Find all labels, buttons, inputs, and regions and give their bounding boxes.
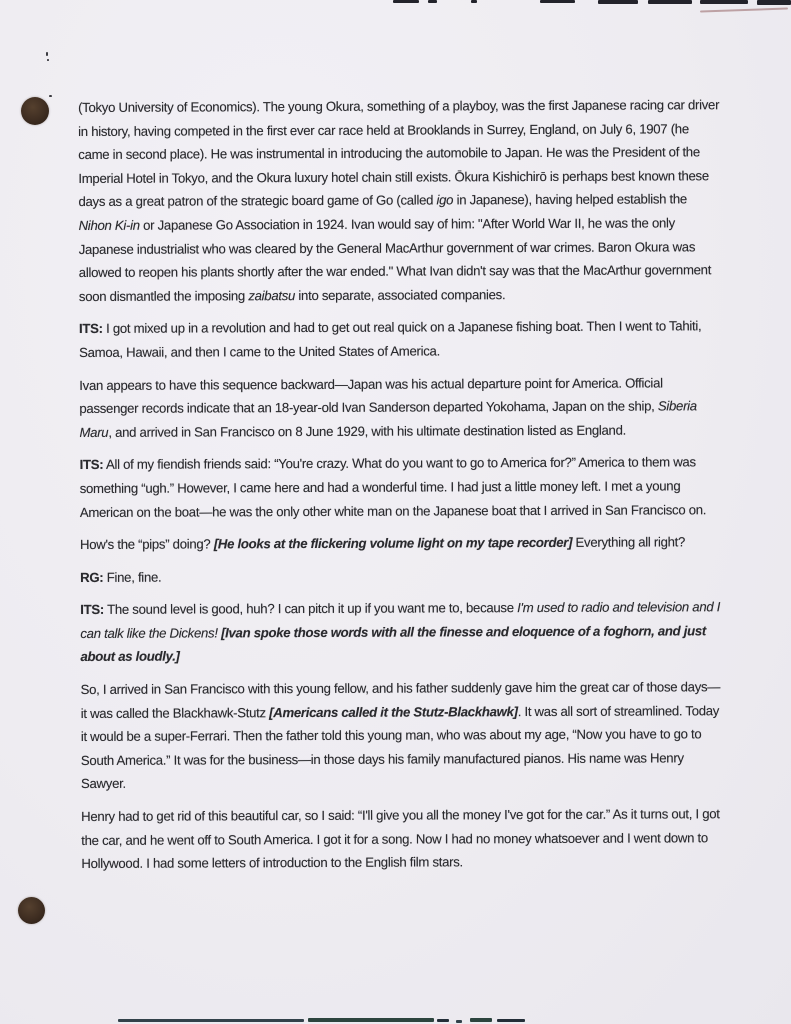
paragraph [80, 530, 723, 556]
text-run: RG: [80, 569, 104, 585]
bottom-edge-mark [497, 1019, 525, 1022]
text-run: . It was all sort of streamlined. Today it would be a super-Ferrari. Then the father told this young man, who was about my age, “Now you have to go to South America.” It was for the business—in those days his family manufactured pianos. His name was Henry Sawyer. [80, 702, 720, 792]
text-run: into separate, associated companies. [294, 286, 506, 303]
text-run: [Americans called it the Stutz-Blackhawk] [269, 703, 518, 720]
bottom-edge-mark [308, 1018, 434, 1022]
bottom-edge-mark [456, 1020, 462, 1023]
scan-scratch-mark [700, 7, 788, 12]
paragraph [80, 595, 723, 669]
paragraph [80, 451, 723, 525]
text-run: or Japanese Go Association in 1924. Ivan would say of him: "After World War II, he was the only Japanese industrialist who was cleared by the General MacArthur government of war crimes. Baron Okura was allowed to reopen his plants shortly after the war ended." What Ivan didn't say was that the MacArthur government soon dismantled the imposing [78, 215, 712, 304]
text-run: in Japanese), having helped establish the [453, 191, 687, 208]
text-run: , and arrived in San Francisco on 8 June 1929, with his ultimate destination listed as England. [108, 422, 626, 440]
ink-speck [49, 95, 52, 97]
text-run: Siberia Maru [79, 398, 697, 440]
text-run: Ivan appears to have this sequence backward—Japan was his actual departure point for America. Official passenger records indicate that an 18-year-old Ivan Sanderson departed Yokohama, Japan on the ship, [79, 374, 663, 417]
ink-speck [47, 59, 49, 61]
bottom-edge-mark [437, 1019, 449, 1022]
text-run: ITS: [79, 457, 104, 473]
top-edge-mark [393, 0, 419, 3]
text-run: ITS: [80, 602, 104, 618]
top-edge-mark [471, 0, 477, 3]
top-edge-mark [428, 0, 437, 3]
paragraph [79, 315, 722, 365]
text-run: How's the “pips” doing? [79, 536, 214, 553]
text-run: I got mixed up in a revolution and had to get out real quick on a Japanese fishing boat. Then I went to Tahiti, Samoa, Hawaii, and then I came to the United States of America. [79, 318, 702, 360]
paragraph [80, 563, 723, 589]
text-run: Fine, fine. [103, 569, 162, 585]
paragraph [81, 675, 725, 796]
text-run: All of my fiendish friends said: “You're crazy. What do you want to go to America for?” America to them was something “ugh.” However, I came here and had a wonderful time. I had just a little money left. I met a young American on the boat—he was the only other white man on the Japanese boat that I arrived in San Francisco on. [79, 454, 707, 520]
text-run: (Tokyo University of Economics). The young Okura, something of a playboy, was the first Japanese racing car driver in history, having competed in the first ever car race held at Brooklands in Surrey, England, on July 6, 1907 (he came in second place). He was instrumental in introducing the automobile to Japan. He was the President of the Imperial Hotel in Tokyo, and the Okura luxury hotel chain still exists. Ōkura Kishichirō is perhaps best known these days as a great patron of the strategic board game of Go (called [78, 97, 720, 210]
text-run: zaibatsu [248, 287, 296, 304]
text-run: igo [436, 192, 454, 208]
text-run: Henry had to get rid of this beautiful car, so I said: “I'll give you all the money I've got for the car.” As it turns out, I got the car, and he went off to South America. I got it for a song. Now I had no money whatsoever and I went down to Hollywood. I had some letters of introduction to the English film stars. [81, 806, 720, 872]
text-run: [He looks at the flickering volume light on my tape recorder] [213, 534, 573, 552]
bottom-edge-mark [470, 1018, 492, 1022]
text-run: [Ivan spoke those words with all the finesse and eloquence of a foghorn, and just about as loudly.] [80, 623, 707, 665]
top-edge-mark [700, 0, 748, 4]
text-run: So, I arrived in San Francisco with this young fellow, and his father suddenly gave him the great car of those days— it was called the Blackhawk-Stutz [80, 679, 721, 721]
hole-punch [21, 97, 49, 125]
text-run: I'm used to radio and television and I can talk like the Dickens! [80, 599, 721, 641]
paragraph [79, 371, 722, 445]
top-edge-mark [648, 0, 692, 4]
paragraph [78, 93, 722, 308]
top-edge-mark [757, 0, 791, 5]
ink-speck [46, 52, 48, 56]
text-run: Nihon Ki-in [78, 217, 140, 233]
paragraph [81, 802, 724, 876]
top-edge-mark [598, 0, 638, 4]
bottom-edge-mark [118, 1019, 304, 1022]
hole-punch [18, 897, 45, 924]
top-edge-mark [540, 0, 575, 3]
text-run: The sound level is good, huh? I can pitch it up if you want me to, because [103, 600, 518, 618]
transcript-text [78, 93, 724, 885]
text-run: Everything all right? [572, 534, 686, 550]
text-run: ITS: [78, 321, 103, 337]
